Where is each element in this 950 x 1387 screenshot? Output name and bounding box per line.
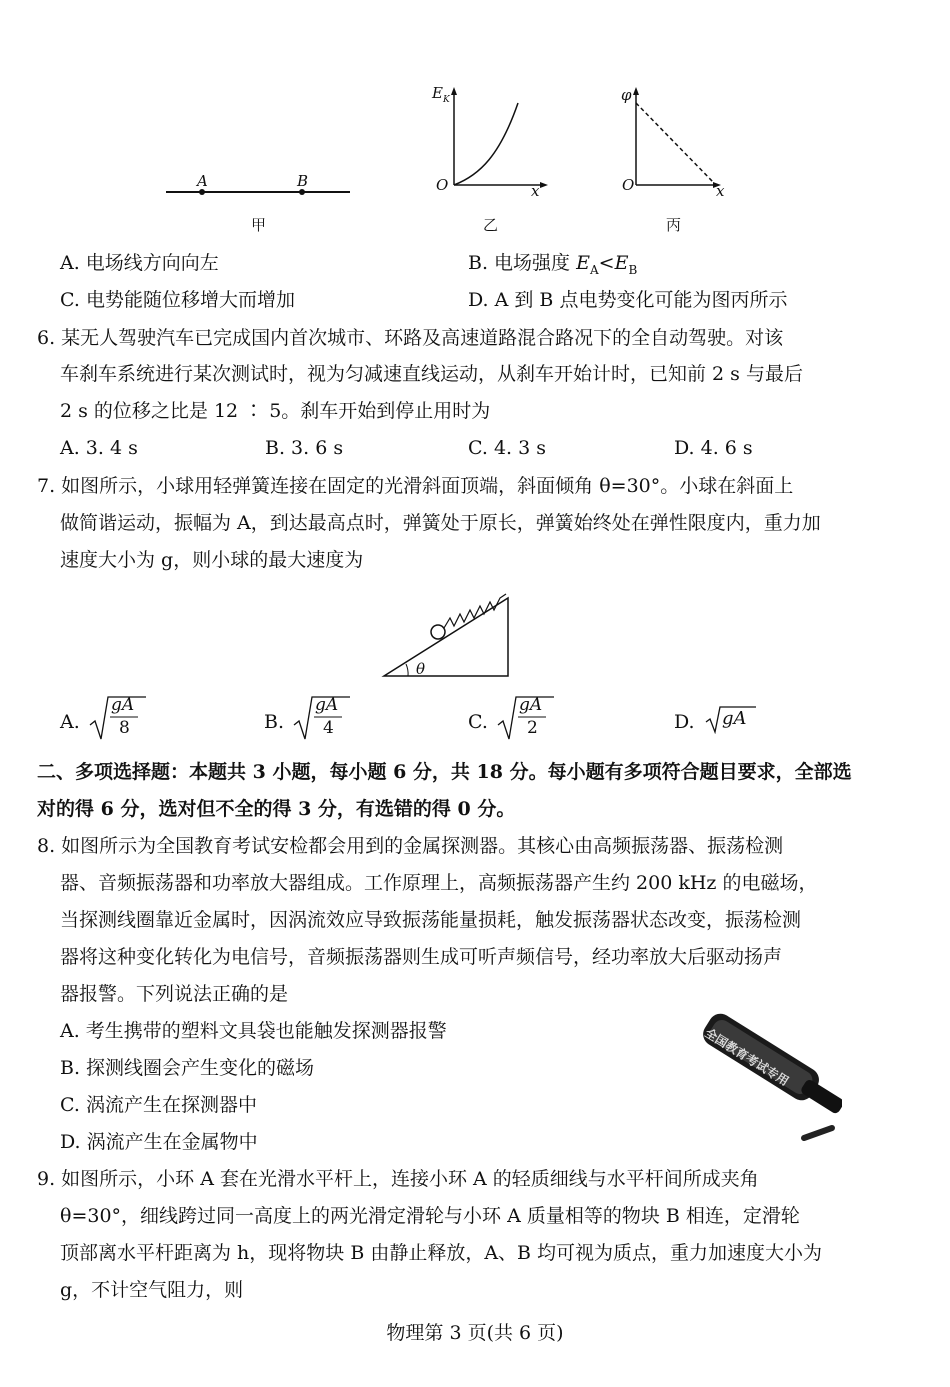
q9-line-2: θ=30°，细线跨过同一高度上的两光滑定滑轮与小环 A 质量相等的物块 B 相连，定滑轮 — [60, 1205, 800, 1227]
q9-line-1: 9. 如图所示，小环 A 套在光滑水平杆上，连接小环 A 的轻质细线与水平杆间所成夹角 — [37, 1168, 759, 1190]
point-b-label: B — [297, 172, 309, 190]
metal-detector-image: 全国教育考试专用 — [682, 1010, 842, 1150]
yi-x-axis-label: x — [531, 182, 540, 200]
yi-origin-label: O — [436, 176, 449, 194]
q5-option-b: B. 电场强度 $E_A<E_B$ — [468, 252, 638, 277]
caption-bing: 丙 — [666, 216, 682, 234]
q7-option-b-expr: gA 4 — [292, 693, 352, 743]
figure-yi — [440, 85, 550, 195]
q8-option-c: C. 涡流产生在探测器中 — [60, 1094, 257, 1116]
point-a-label: A — [197, 172, 208, 190]
q7-option-a-expr: gA 8 — [88, 693, 148, 743]
q8-option-d: D. 涡流产生在金属物中 — [60, 1131, 258, 1153]
q8-line-3: 当探测线圈靠近金属时，因涡流效应导致振荡能量损耗，触发振荡器状态改变，振荡检测 — [60, 909, 802, 931]
q5-option-a: A. 电场线方向向左 — [60, 252, 219, 274]
q9-line-3: 顶部离水平杆距离为 h，现将物块 B 由静止释放，A、B 均可视为质点，重力加速度大小为 — [60, 1242, 823, 1264]
q7-line-3: 速度大小为 g，则小球的最大速度为 — [60, 549, 364, 571]
incline-figure — [380, 580, 520, 680]
q7-option-b-label: B. — [264, 711, 285, 733]
yi-y-axis-label: $E_K$ — [432, 84, 450, 105]
q7-option-a-label: A. — [60, 711, 80, 733]
q7-option-d-expr: gA — [704, 704, 764, 734]
q8-option-a: A. 考生携带的塑料文具袋也能触发探测器报警 — [60, 1020, 447, 1042]
q9-line-4: g，不计空气阻力，则 — [60, 1279, 244, 1301]
q8-line-2: 器、音频振荡器和功率放大器组成。工作原理上，高频振荡器产生约 200 kHz 的电磁场， — [60, 872, 818, 894]
q6-line-1: 6. 某无人驾驶汽车已完成国内首次城市、环路及高速道路混合路况下的全自动驾驶。对该 — [37, 327, 784, 349]
q6-option-a: A. 3. 4 s — [60, 437, 138, 459]
q7-line-2: 做简谐运动，振幅为 A，到达最高点时，弹簧处于原长，弹簧始终处在弹性限度内，重力加 — [60, 512, 821, 534]
bing-y-axis-label: φ — [621, 86, 632, 104]
caption-yi: 乙 — [483, 216, 499, 234]
q6-option-b: B. 3. 6 s — [265, 437, 344, 459]
q5-option-d: D. A 到 B 点电势变化可能为图丙所示 — [468, 289, 788, 311]
q5-option-c: C. 电势能随位移增大而增加 — [60, 289, 295, 311]
q8-line-1: 8. 如图所示为全国教育考试安检都会用到的金属探测器。其核心由高频振荡器、振荡检测 — [37, 835, 784, 857]
q7-option-c-label: C. — [468, 711, 488, 733]
q8-line-5: 器报警。下列说法正确的是 — [60, 983, 289, 1005]
q6-option-c: C. 4. 3 s — [468, 437, 546, 459]
q7-option-c-expr: gA 2 — [496, 693, 556, 743]
section-2-line-1: 二、多项选择题：本题共 3 小题，每小题 6 分，共 18 分。每小题有多项符合题目要求，全部选 — [37, 761, 852, 783]
q6-option-d: D. 4. 6 s — [674, 437, 753, 459]
q7-option-d-label: D. — [674, 711, 695, 733]
page-footer: 物理第 3 页(共 6 页) — [386, 1322, 564, 1344]
q6-line-2: 车刹车系统进行某次测试时，视为匀减速直线运动，从刹车开始计时，已知前 2 s 与最后 — [60, 363, 803, 385]
incline-angle-label: θ — [416, 660, 426, 678]
bing-x-axis-label: x — [716, 182, 725, 200]
section-2-line-2: 对的得 6 分，选对但不全的得 3 分，有选错的得 0 分。 — [37, 798, 516, 820]
q8-option-b: B. 探测线圈会产生变化的磁场 — [60, 1057, 315, 1079]
q8-line-4: 器将这种变化转化为电信号，音频振荡器则生成可听声频信号，经功率放大后驱动扬声 — [60, 946, 783, 968]
q6-line-3: 2 s 的位移之比是 12 ∶ 5。刹车开始到停止用时为 — [60, 400, 491, 422]
q7-line-1: 7. 如图所示，小球用轻弹簧连接在固定的光滑斜面顶端，斜面倾角 θ=30°。小球在斜面上 — [37, 475, 794, 497]
figure-bing — [624, 85, 734, 195]
bing-origin-label: O — [622, 176, 635, 194]
caption-jia: 甲 — [251, 216, 267, 234]
